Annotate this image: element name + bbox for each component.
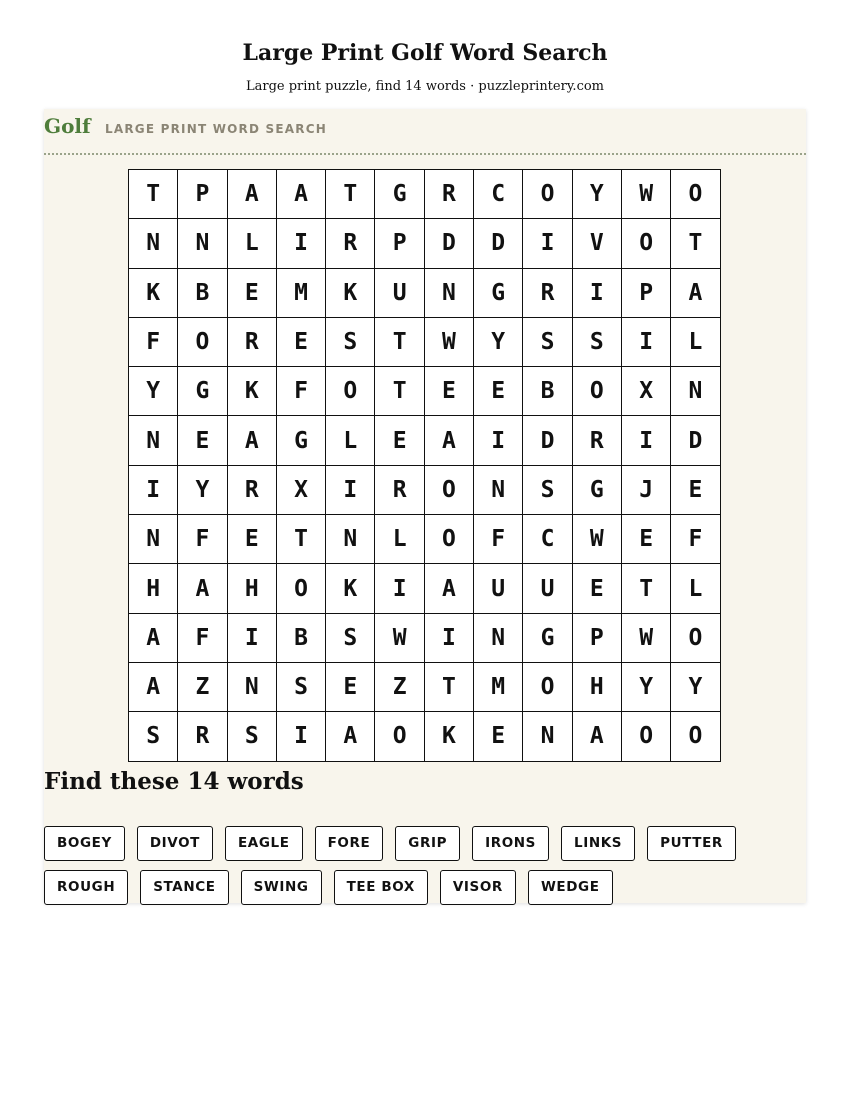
grid-cell: N (474, 465, 523, 514)
grid-cell: A (424, 416, 473, 465)
grid-cell: N (671, 367, 720, 416)
word-item: TEE BOX (334, 870, 428, 905)
grid-cell: O (326, 367, 375, 416)
grid-cell: R (326, 219, 375, 268)
grid-cell: R (424, 170, 473, 219)
grid-cell: V (572, 219, 621, 268)
grid-cell: A (178, 564, 227, 613)
grid-row (129, 317, 721, 366)
puzzle-card (44, 109, 806, 903)
grid-cell: E (621, 515, 670, 564)
grid-cell: I (129, 465, 178, 514)
grid-cell: I (572, 268, 621, 317)
grid-cell: L (671, 317, 720, 366)
grid-cell: D (523, 416, 572, 465)
grid-cell: U (523, 564, 572, 613)
grid-row (129, 268, 721, 317)
word-item: LINKS (561, 826, 635, 861)
page-subtitle: Large print puzzle, find 14 words · puzzleprintery.com (245, 79, 605, 94)
grid-cell: P (178, 170, 227, 219)
grid-cell: W (572, 515, 621, 564)
grid-cell: N (424, 268, 473, 317)
grid-cell: E (474, 367, 523, 416)
word-item: WEDGE (528, 870, 613, 905)
grid-row (129, 662, 721, 711)
grid-cell: E (276, 317, 325, 366)
grid-cell: H (227, 564, 276, 613)
grid-cell: L (375, 515, 424, 564)
grid-cell: A (227, 416, 276, 465)
grid-cell: A (129, 613, 178, 662)
grid-cell: O (523, 170, 572, 219)
grid-cell: K (129, 268, 178, 317)
grid-cell: T (276, 515, 325, 564)
grid-cell: O (671, 613, 720, 662)
grid-cell: B (276, 613, 325, 662)
grid-cell: I (227, 613, 276, 662)
grid-cell: X (276, 465, 325, 514)
grid-cell: S (523, 317, 572, 366)
word-item: IRONS (472, 826, 549, 861)
grid-cell: W (375, 613, 424, 662)
grid-cell: A (326, 712, 375, 761)
grid-cell: E (326, 662, 375, 711)
grid-cell: E (572, 564, 621, 613)
grid-cell: N (178, 219, 227, 268)
grid-cell: F (474, 515, 523, 564)
grid-cell: I (621, 317, 670, 366)
grid-cell: N (523, 712, 572, 761)
grid-cell: N (129, 416, 178, 465)
word-item: VISOR (440, 870, 516, 905)
grid-cell: N (227, 662, 276, 711)
grid-cell: S (326, 613, 375, 662)
word-item: FORE (315, 826, 384, 861)
grid-cell: R (227, 317, 276, 366)
grid-cell: A (276, 170, 325, 219)
grid-cell: R (375, 465, 424, 514)
grid-cell: G (375, 170, 424, 219)
grid-cell: E (375, 416, 424, 465)
grid-cell: Y (474, 317, 523, 366)
grid-cell: O (424, 465, 473, 514)
word-item: ROUGH (44, 870, 128, 905)
grid-cell: T (671, 219, 720, 268)
grid-cell: A (227, 170, 276, 219)
grid-cell: N (326, 515, 375, 564)
grid-cell: T (326, 170, 375, 219)
grid-cell: A (424, 564, 473, 613)
grid-row (129, 712, 721, 761)
grid-cell: K (326, 564, 375, 613)
card-header (44, 109, 806, 155)
grid-cell: X (621, 367, 670, 416)
grid-cell: T (424, 662, 473, 711)
grid-cell: Y (178, 465, 227, 514)
grid-cell: N (129, 515, 178, 564)
grid-cell: K (326, 268, 375, 317)
grid-cell: U (474, 564, 523, 613)
grid-cell: C (523, 515, 572, 564)
grid-cell: Z (375, 662, 424, 711)
grid-cell: K (424, 712, 473, 761)
grid-cell: R (227, 465, 276, 514)
grid-cell: C (474, 170, 523, 219)
grid-row (129, 219, 721, 268)
grid-cell: D (424, 219, 473, 268)
grid-row (129, 367, 721, 416)
grid-cell: Y (129, 367, 178, 416)
word-list-heading: Find these 14 words (44, 768, 304, 795)
grid-cell: H (129, 564, 178, 613)
grid-cell: I (276, 219, 325, 268)
word-item: BOGEY (44, 826, 125, 861)
letter-grid (128, 169, 721, 762)
grid-cell: H (572, 662, 621, 711)
grid-cell: L (671, 564, 720, 613)
grid-cell: W (621, 613, 670, 662)
grid-cell: N (129, 219, 178, 268)
grid-cell: M (474, 662, 523, 711)
grid-cell: S (326, 317, 375, 366)
grid-cell: G (474, 268, 523, 317)
grid-cell: A (572, 712, 621, 761)
word-item: GRIP (395, 826, 460, 861)
grid-cell: E (474, 712, 523, 761)
grid-cell: O (523, 662, 572, 711)
grid-cell: O (621, 712, 670, 761)
grid-cell: O (572, 367, 621, 416)
grid-cell: S (129, 712, 178, 761)
grid-cell: T (375, 367, 424, 416)
grid-cell: T (621, 564, 670, 613)
grid-cell: E (424, 367, 473, 416)
word-item: STANCE (140, 870, 228, 905)
grid-row (129, 170, 721, 219)
grid-cell: Y (671, 662, 720, 711)
grid-cell: I (523, 219, 572, 268)
grid-cell: E (178, 416, 227, 465)
grid-cell: F (276, 367, 325, 416)
grid-cell: K (227, 367, 276, 416)
grid-cell: O (671, 712, 720, 761)
grid-cell: B (523, 367, 572, 416)
grid-cell: O (671, 170, 720, 219)
grid-cell: O (178, 317, 227, 366)
word-item: DIVOT (137, 826, 213, 861)
grid-cell: I (474, 416, 523, 465)
grid-cell: G (276, 416, 325, 465)
word-item: SWING (241, 870, 322, 905)
grid-cell: S (276, 662, 325, 711)
grid-cell: G (523, 613, 572, 662)
grid-cell: O (424, 515, 473, 564)
grid-cell: N (474, 613, 523, 662)
grid-cell: E (671, 465, 720, 514)
grid-cell: Y (621, 662, 670, 711)
brand-title: Golf (44, 114, 91, 138)
grid-cell: B (178, 268, 227, 317)
grid-cell: W (621, 170, 670, 219)
grid-row (129, 564, 721, 613)
grid-cell: R (572, 416, 621, 465)
grid-cell: F (178, 613, 227, 662)
grid-cell: I (326, 465, 375, 514)
page-title: Large Print Golf Word Search (242, 40, 608, 66)
grid-cell: F (129, 317, 178, 366)
grid-cell: J (621, 465, 670, 514)
grid-cell: I (621, 416, 670, 465)
grid-cell: S (227, 712, 276, 761)
grid-cell: M (276, 268, 325, 317)
grid-cell: E (227, 515, 276, 564)
grid-cell: A (129, 662, 178, 711)
word-item: PUTTER (647, 826, 736, 861)
grid-cell: G (572, 465, 621, 514)
grid-row (129, 416, 721, 465)
grid-row (129, 613, 721, 662)
grid-cell: S (523, 465, 572, 514)
tagline: LARGE PRINT WORD SEARCH (105, 122, 327, 136)
grid-cell: Z (178, 662, 227, 711)
grid-cell: F (178, 515, 227, 564)
grid-cell: P (621, 268, 670, 317)
word-item: EAGLE (225, 826, 303, 861)
grid-cell: A (671, 268, 720, 317)
grid-cell: I (424, 613, 473, 662)
grid-cell: W (424, 317, 473, 366)
grid-cell: I (276, 712, 325, 761)
grid-cell: P (572, 613, 621, 662)
grid-cell: P (375, 219, 424, 268)
grid-cell: O (621, 219, 670, 268)
grid-cell: R (523, 268, 572, 317)
grid-cell: S (572, 317, 621, 366)
grid-cell: L (227, 219, 276, 268)
grid-row (129, 465, 721, 514)
grid-row (129, 515, 721, 564)
grid-cell: L (326, 416, 375, 465)
grid-cell: O (375, 712, 424, 761)
grid-cell: F (671, 515, 720, 564)
grid-cell: D (474, 219, 523, 268)
grid-cell: R (178, 712, 227, 761)
grid-cell: Y (572, 170, 621, 219)
grid-cell: T (375, 317, 424, 366)
grid-cell: T (129, 170, 178, 219)
grid-cell: O (276, 564, 325, 613)
grid-cell: E (227, 268, 276, 317)
grid-cell: G (178, 367, 227, 416)
word-list (44, 826, 784, 905)
grid-cell: U (375, 268, 424, 317)
grid-cell: I (375, 564, 424, 613)
grid-cell: D (671, 416, 720, 465)
